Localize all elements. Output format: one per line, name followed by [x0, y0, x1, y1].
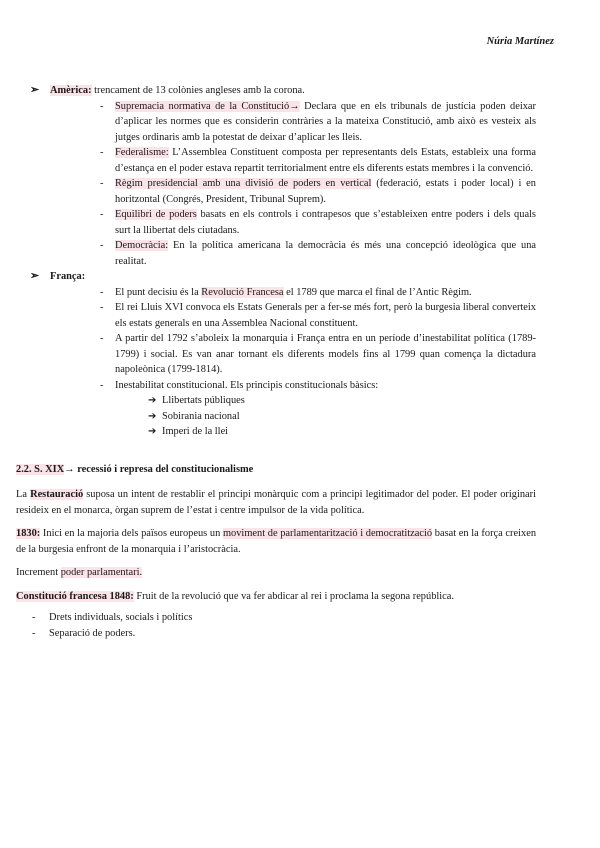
- constitucio-paragraph: [16, 589, 536, 605]
- list-item: [115, 145, 536, 176]
- item-text: A partir del 1792 s’aboleix la monarquia i França entra en un període d’inestabilitat política (1789-1799) i social. Es van anar tornant els diferents models fins al 1799 quan comença la dictadura napoleònica (1799-1814).: [115, 333, 536, 375]
- para-text: La: [16, 489, 31, 500]
- list-item: [115, 378, 536, 394]
- america-label: Amèrica:: [50, 85, 92, 96]
- principle-text: Imperi de la llei: [162, 426, 229, 437]
- highlight-text: Constitució francesa 1848:: [16, 590, 134, 602]
- item-text: El punt decisiu és la: [115, 286, 202, 298]
- para-text: suposa un intent de restablir el principi monàrquic com a principi legitimador del poder. El poder originari resideix en el monarca, òrgan suprem de l’estat i centre impulsor de la vida política.: [16, 489, 536, 516]
- list-item: - Drets individuals, socials i polítics: [49, 610, 536, 626]
- list-item: [115, 285, 536, 301]
- increment-paragraph: [16, 565, 536, 581]
- item-text: basats en els controls i contrapesos que s’estableixen entre poders i dels quals surt la llibertat dels ciutadans.: [115, 209, 536, 236]
- p1830-paragraph: [16, 526, 536, 557]
- principle-text: Sobirania nacional: [162, 410, 240, 422]
- item-text: Inestabilitat constitucional. Els principis constitucionals bàsics:: [115, 379, 379, 391]
- highlight-text: Federalisme:: [115, 147, 169, 158]
- restauracio-paragraph: [16, 487, 536, 518]
- para-text: Increment: [16, 567, 61, 578]
- item-text: el 1789 que marca el final de l’Antic Règim.: [283, 286, 472, 298]
- list-item: [115, 238, 536, 269]
- principle-text: Llibertats públiques: [162, 395, 245, 406]
- para-text: Inici en la majoria dels països europeus un: [40, 528, 223, 539]
- highlight-text: Equilibri de poders: [115, 209, 197, 220]
- right-arrow-icon: ➔: [148, 395, 157, 406]
- right-arrow-icon: ➔: [148, 426, 157, 437]
- highlight-text: Democràcia:: [115, 240, 169, 251]
- franca-list: [16, 285, 536, 394]
- highlight-text: 1830:: [16, 528, 41, 539]
- para-text: Fruit de la revolució que va fer abdicar al rei i proclama la segona república.: [133, 590, 454, 602]
- highlight-text: Restauració: [30, 489, 84, 500]
- list-item: [115, 176, 536, 207]
- highlight-text: poder parlamentari.: [60, 567, 143, 578]
- section-title: [16, 462, 536, 478]
- highlight-text: Règim presidencial amb una divisió de poders en vertical: [115, 178, 372, 189]
- principle-item: [148, 409, 536, 425]
- item-text: El rei Lluis XVI convoca els Estats Generals per a fer-se més fort, però la burgesia liberal converteix els estats generals en una Assemblea Nacional constituent.: [115, 302, 536, 329]
- highlight-text: Revolució Francesa: [201, 286, 284, 298]
- list-item: - Separació de poders.: [49, 626, 536, 642]
- arrowhead-bullet-icon: ➢: [30, 84, 40, 96]
- list-item: [115, 99, 536, 146]
- list-item: [115, 300, 536, 331]
- list-item: [115, 331, 536, 378]
- section-number: 2.2. S. XIX: [16, 463, 65, 475]
- america-list: [16, 99, 536, 270]
- author-name: Núria Martínez: [486, 36, 554, 47]
- constitucio-list: [16, 610, 536, 641]
- item-text: L’Assemblea Constituent composta per representants dels Estats, estableix una forma d’estança en el poder estava repartit territorialment entre els diferents estats membres i la convenció.: [115, 147, 536, 174]
- principle-item: [148, 424, 536, 440]
- item-text: En la política americana la democràcia és més una concepció ideològica que una realitat.: [115, 240, 536, 267]
- item-text: (federació, estats i poder local) i en horitzontal (Congrés, President, Tribunal Suprem).: [115, 178, 536, 205]
- right-arrow-icon: ➔: [148, 410, 157, 422]
- principle-item: [148, 393, 536, 409]
- para-text: basat en la força creixen de la burgesia enfront de la monarquia i l’aristocràcia.: [16, 528, 537, 555]
- franca-heading: [16, 269, 536, 285]
- highlight-text: moviment de parlamentarització i democratització: [222, 528, 433, 539]
- item-text: Declara que en els tribunals de justícia poden deixar d’aplicar les normes que es considerin contràries a la mateixa Constitució, amb això es vesteix als jutges ordinaris amb la potestat de deixar d’aplicar les lleis.: [115, 100, 536, 143]
- section-title-text: → recessió i represa del constitucionalisme: [64, 463, 254, 475]
- list-item: [115, 207, 536, 238]
- arrowhead-bullet-icon: ➢: [30, 270, 40, 282]
- america-heading: [16, 83, 536, 99]
- highlight-text: Supremacia normativa de la Constitució→: [115, 100, 300, 112]
- america-text: trencament de 13 colònies angleses amb la corona.: [91, 85, 305, 96]
- document-body: [16, 83, 536, 641]
- principles-list: [16, 393, 536, 440]
- franca-label: França:: [50, 271, 86, 282]
